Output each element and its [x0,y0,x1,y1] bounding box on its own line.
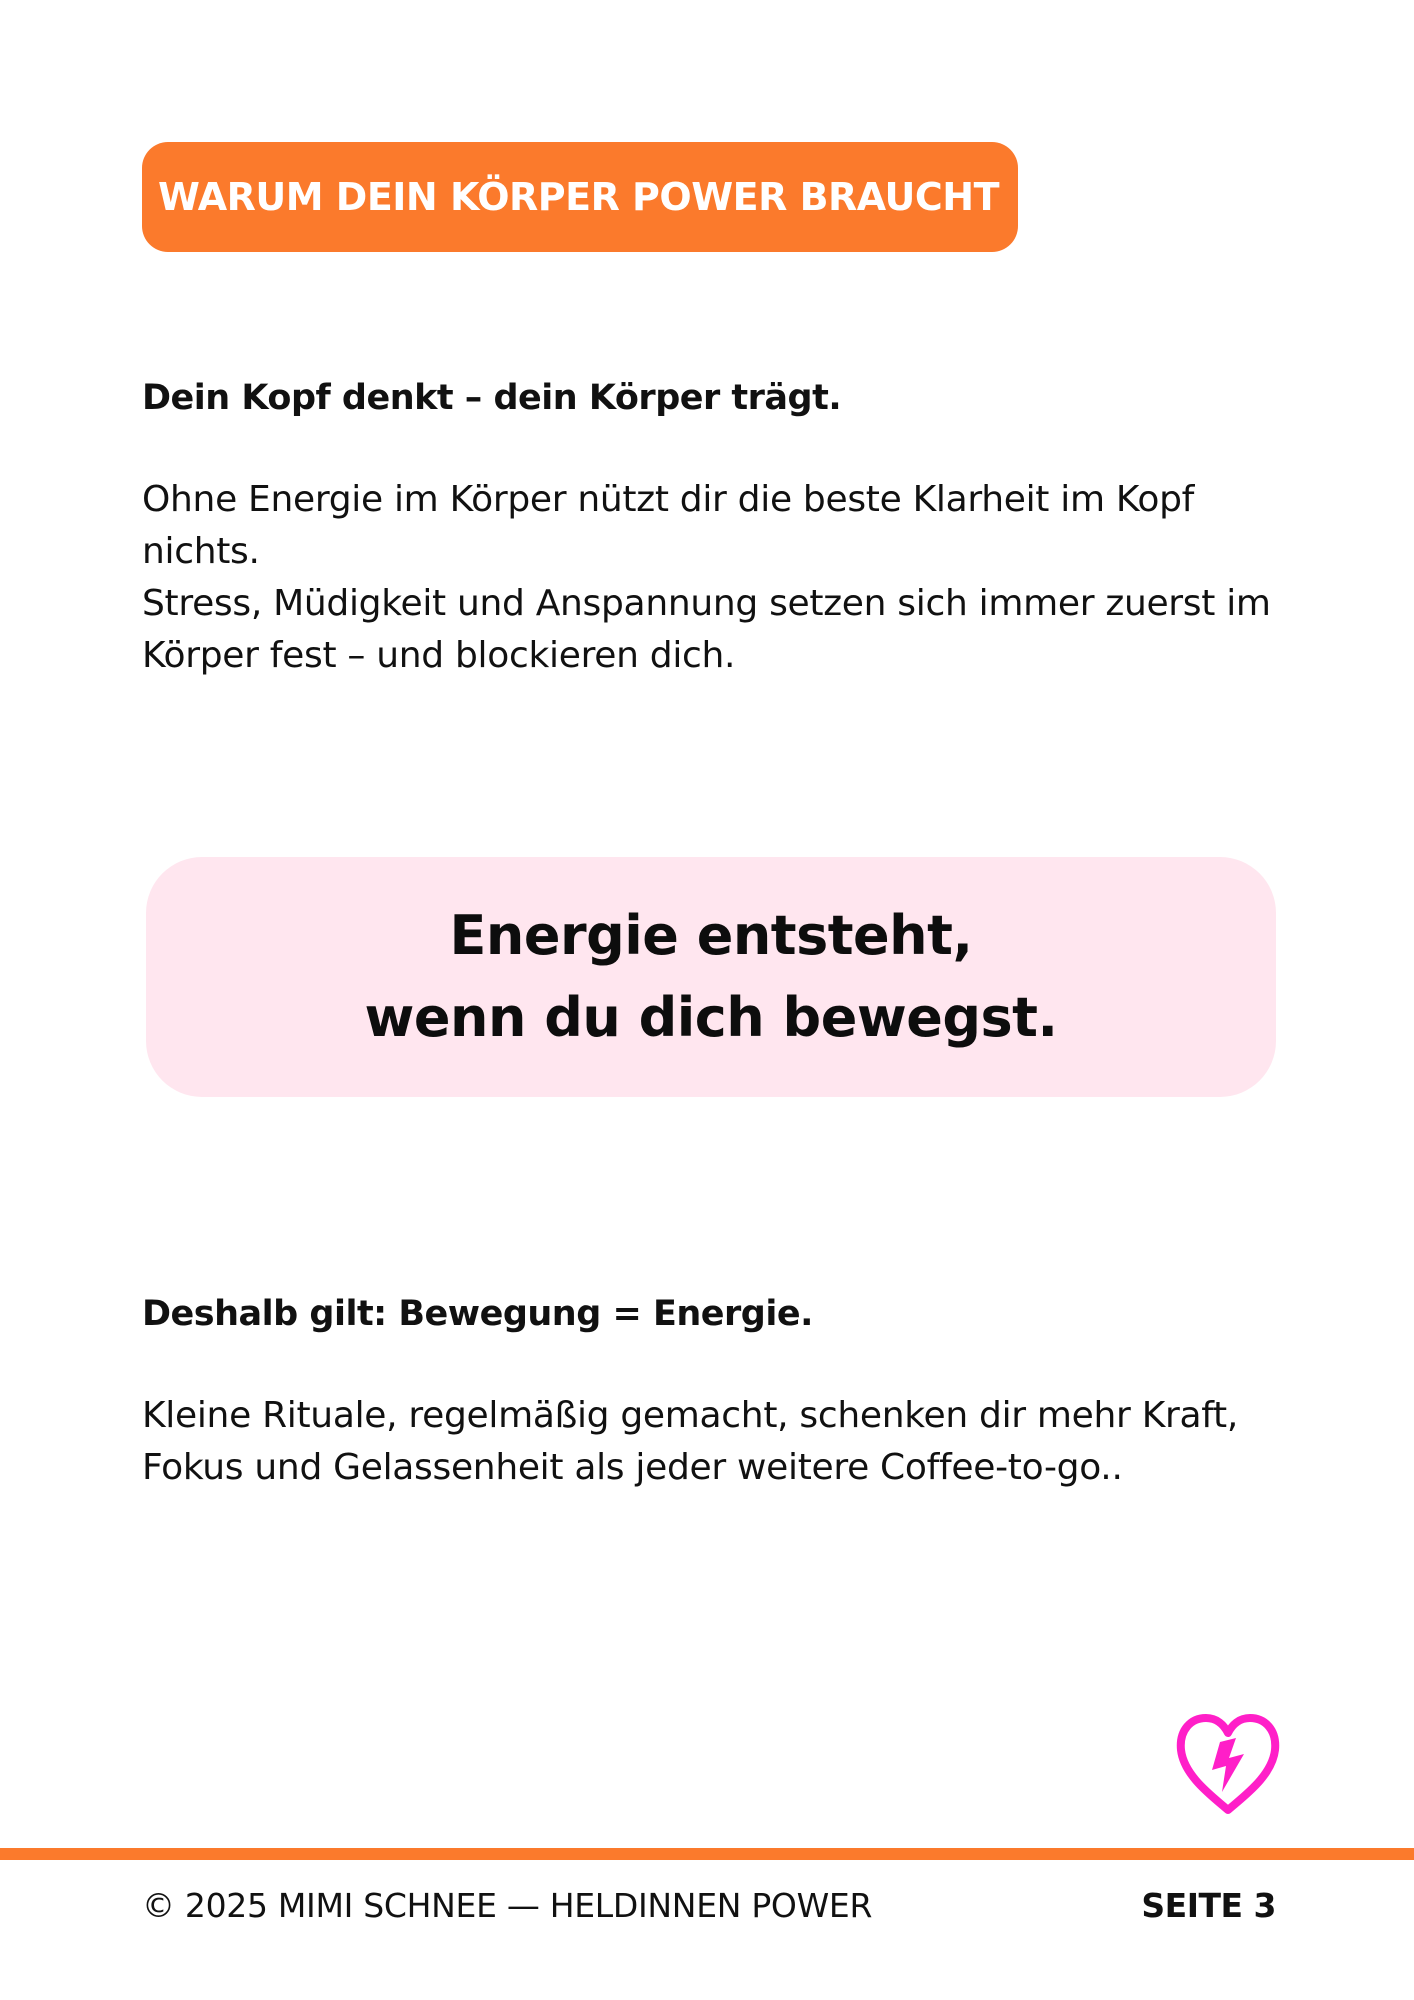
block2-paragraph: Kleine Rituale, regelmäßig gemacht, schenken dir mehr Kraft, Fokus und Gelassenheit als jeder weitere Coffee-to-go.. [142,1395,1238,1488]
block2-heading: Deshalb gilt: Bewegung = Energie. [142,1294,813,1334]
section-title: WARUM DEIN KÖRPER POWER BRAUCHT [158,175,1000,219]
heart-lightning-icon [1172,1708,1284,1820]
block1-paragraph1: Ohne Energie im Körper nützt dir die beste Klarheit im Kopf nichts. [142,479,1195,572]
quote-box [146,857,1276,1097]
quote-line-2: wenn du dich bewegst. [364,986,1058,1049]
footer-divider [0,1848,1414,1860]
block1-heading: Dein Kopf denkt – dein Körper trägt. [142,378,842,418]
section-title-badge [142,142,1018,252]
block2-body [142,1390,1282,1494]
block1-body [142,474,1282,682]
quote-line-1: Energie entsteht, [449,904,973,967]
block1-paragraph2: Stress, Müdigkeit und Anspannung setzen sich immer zuerst im Körper fest – und blockieren dich. [142,583,1271,676]
page-number: SEITE 3 [1141,1886,1276,1925]
footer-copyright: © 2025 MIMI SCHNEE — HELDINNEN POWER [142,1886,873,1925]
